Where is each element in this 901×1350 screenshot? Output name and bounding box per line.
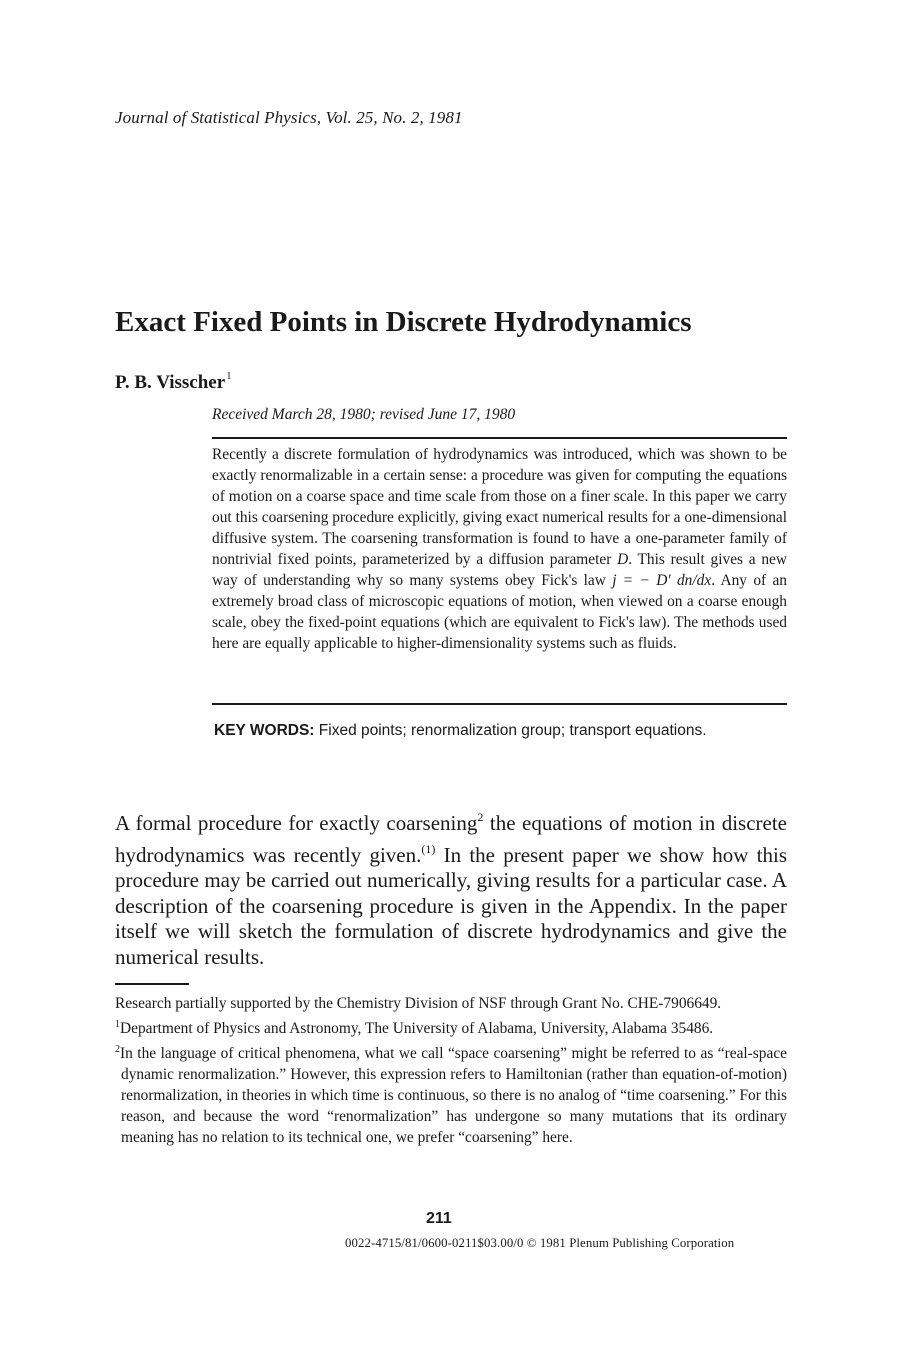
journal-citation: Journal of Statistical Physics, Vol. 25, No. 2, 1981 — [115, 108, 463, 127]
ficks-law-equation: j = − D′ dn/dx — [612, 572, 712, 589]
footnote-1-mark: 1 — [115, 1019, 120, 1030]
abstract — [212, 444, 787, 654]
page-number: 211 — [426, 1210, 452, 1227]
keywords — [214, 722, 789, 740]
footnote-rule — [115, 983, 189, 985]
abstract-bottom-rule — [212, 703, 787, 705]
paper-title: Exact Fixed Points in Discrete Hydrodynamics — [115, 306, 692, 338]
footnotes — [115, 993, 787, 1148]
footnote-1-text: Department of Physics and Astronomy, The University of Alabama, University, Alabama 35486. — [120, 1020, 714, 1037]
abstract-text-3: . Any of an extremely broad class of microscopic equations of motion, when viewed on a coarse enough scale, obey the fixed-point equations (which are equivalent to Fick's law). The methods used here are equally applicable to higher-dimensionality systems such as fluids. — [212, 572, 787, 652]
keywords-text: Fixed points; renormalization group; transport equations. — [314, 722, 707, 739]
body-text-1: A formal procedure for exactly coarsening — [115, 811, 478, 835]
footnote-support: Research partially supported by the Chemistry Division of NSF through Grant No. CHE-7906649. — [115, 995, 722, 1012]
reference-mark-1: (1) — [421, 841, 436, 856]
copyright-line: 0022-4715/81/0600-0211$03.00/0 © 1981 Plenum Publishing Corporation — [345, 1236, 735, 1250]
body-paragraph — [115, 805, 787, 971]
author-name: P. B. Visscher — [115, 372, 226, 393]
abstract-text-2: . This result gives a new way of understanding why so many systems obey Fick's law — [212, 551, 788, 589]
footnote-2 — [115, 1039, 787, 1148]
abstract-top-rule — [212, 437, 787, 439]
footnote-2-text: In the language of critical phenomena, what we call “space coarsening” might be referred to as “real-space dynamic renormalization.” However, this expression refers to Hamiltonian (rather than equation-of-motion) renormalization, in theories in which time is continuous, so there is no analog of “time coarsening.” For this reason, and because the word “renormalization” has undergone so many mutations that its ordinary meaning has no relation to its technical one, we prefer “coarsening” here. — [120, 1045, 787, 1146]
footnote-1 — [115, 1014, 787, 1039]
author-affiliation-mark: 1 — [226, 370, 232, 382]
author-line — [115, 370, 232, 394]
footnote-mark-2: 2 — [477, 810, 484, 824]
body-text-2: the equations of motion in discrete hydrodynamics was recently given. — [115, 811, 787, 867]
abstract-text-1: Recently a discrete formulation of hydrodynamics was introduced, which was shown to be exactly renormalizable in a certain sense: a procedure was given for computing the equations of motion on a coarse space and time scale from those on a finer scale. In this paper we carry out this coarsening procedure explicitly, giving exact numerical results for a one-dimensional diffusive system. The coarsening transformation is found to have a one-parameter family of nontrivial fixed points, parameterized by a diffusion parameter — [212, 446, 787, 568]
received-date: Received March 28, 1980; revised June 17, 1980 — [212, 406, 516, 423]
footnote-2-mark: 2 — [115, 1044, 120, 1055]
body-text-3: In the present paper we show how this procedure may be carried out numerically, giving results for a particular case. A description of the coarsening procedure is given in the Appendix. In the paper itself we will sketch the formulation of discrete hydrodynamics and give the numerical results. — [115, 842, 787, 969]
diffusion-parameter-symbol: D — [617, 551, 629, 568]
keywords-label: KEY WORDS: — [214, 722, 315, 739]
